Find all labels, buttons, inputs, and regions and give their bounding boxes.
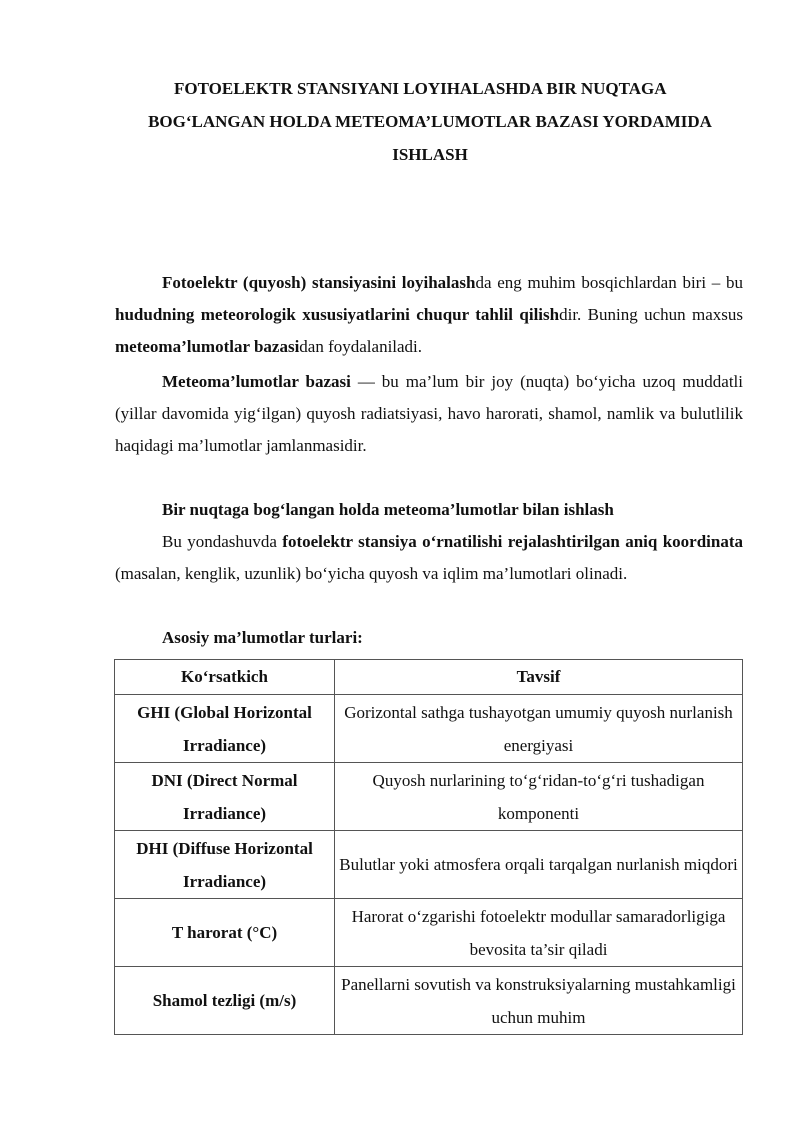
paragraph-text: Bu yondashuvda xyxy=(162,532,283,551)
paragraph-intro xyxy=(115,267,743,363)
table-row xyxy=(115,763,743,831)
paragraph-text: da eng muhim bosqichlardan biri – bu xyxy=(475,273,743,292)
bold-text: hududning meteorologik xususiyatlarini chuqur tahlil qilish xyxy=(115,305,560,324)
description-cell: Harorat o‘zgarishi fotoelektr modullar samaradorligiga bevosita ta’sir qiladi xyxy=(335,899,743,967)
bold-text: meteoma’lumotlar bazasi xyxy=(115,337,300,356)
title-line-2: BOG‘LANGAN HOLDA METEOMA’LUMOTLAR BAZASI YORDAMIDA xyxy=(148,112,712,131)
table-row xyxy=(115,899,743,967)
column-header-description: Tavsif xyxy=(335,660,743,695)
bold-text: Meteoma’lumotlar bazasi xyxy=(162,372,351,391)
table-heading: Asosiy ma’lumotlar turlari: xyxy=(162,628,363,647)
description-cell: Panellarni sovutish va konstruksiyalarning mustahkamligi uchun muhim xyxy=(335,967,743,1035)
indicator-cell: DHI (Diffuse Horizontal Irradiance) xyxy=(115,831,335,899)
description-cell: Bulutlar yoki atmosfera orqali tarqalgan nurlanish miqdori xyxy=(335,831,743,899)
title-line-1: FOTOELEKTR STANSIYANI LOYIHALASHDA BIR NUQTAGA xyxy=(174,79,667,98)
column-header-indicator: Ko‘rsatkich xyxy=(115,660,335,695)
description-cell: Gorizontal sathga tushayotgan umumiy quyosh nurlanish energiyasi xyxy=(335,695,743,763)
section-heading: Bir nuqtaga bog‘langan holda meteoma’lumotlar bilan ishlash xyxy=(162,500,614,519)
data-types-table xyxy=(114,659,743,1035)
paragraph-text: — bu ma’lum bir joy (nuqta) bo‘yicha uzoq muddatli (yillar davomida yig‘ilgan) quyosh radiatsiyasi, havo harorati, shamol, namlik va bulutlilik haqidagi ma’lumotlar jamlanmasidir. xyxy=(115,372,743,455)
table-row xyxy=(115,831,743,899)
description-cell: Quyosh nurlarining to‘g‘ridan-to‘g‘ri tushadigan komponenti xyxy=(335,763,743,831)
title-line-3: ISHLASH xyxy=(392,145,468,164)
table-row xyxy=(115,967,743,1035)
indicator-cell: T harorat (°C) xyxy=(115,899,335,967)
paragraph-text: dan foydalaniladi. xyxy=(299,337,423,356)
bold-text: fotoelektr stansiya o‘rnatilishi rejalashtirilgan aniq koordinata xyxy=(282,532,744,551)
bold-text: Fotoelektr (quyosh) stansiyasini loyihalash xyxy=(162,273,476,292)
document-title xyxy=(110,72,750,171)
indicator-cell: Shamol tezligi (m/s) xyxy=(115,967,335,1035)
indicator-cell: GHI (Global Horizontal Irradiance) xyxy=(115,695,335,763)
table-header-row xyxy=(115,660,743,695)
indicator-cell: DNI (Direct Normal Irradiance) xyxy=(115,763,335,831)
paragraph-text: dir. Buning uchun maxsus xyxy=(559,305,744,324)
paragraph-approach xyxy=(115,526,743,590)
table-row xyxy=(115,695,743,763)
paragraph-text: (masalan, kenglik, uzunlik) bo‘yicha quyosh va iqlim ma’lumotlari olinadi. xyxy=(115,564,628,583)
paragraph-definition xyxy=(115,366,743,462)
